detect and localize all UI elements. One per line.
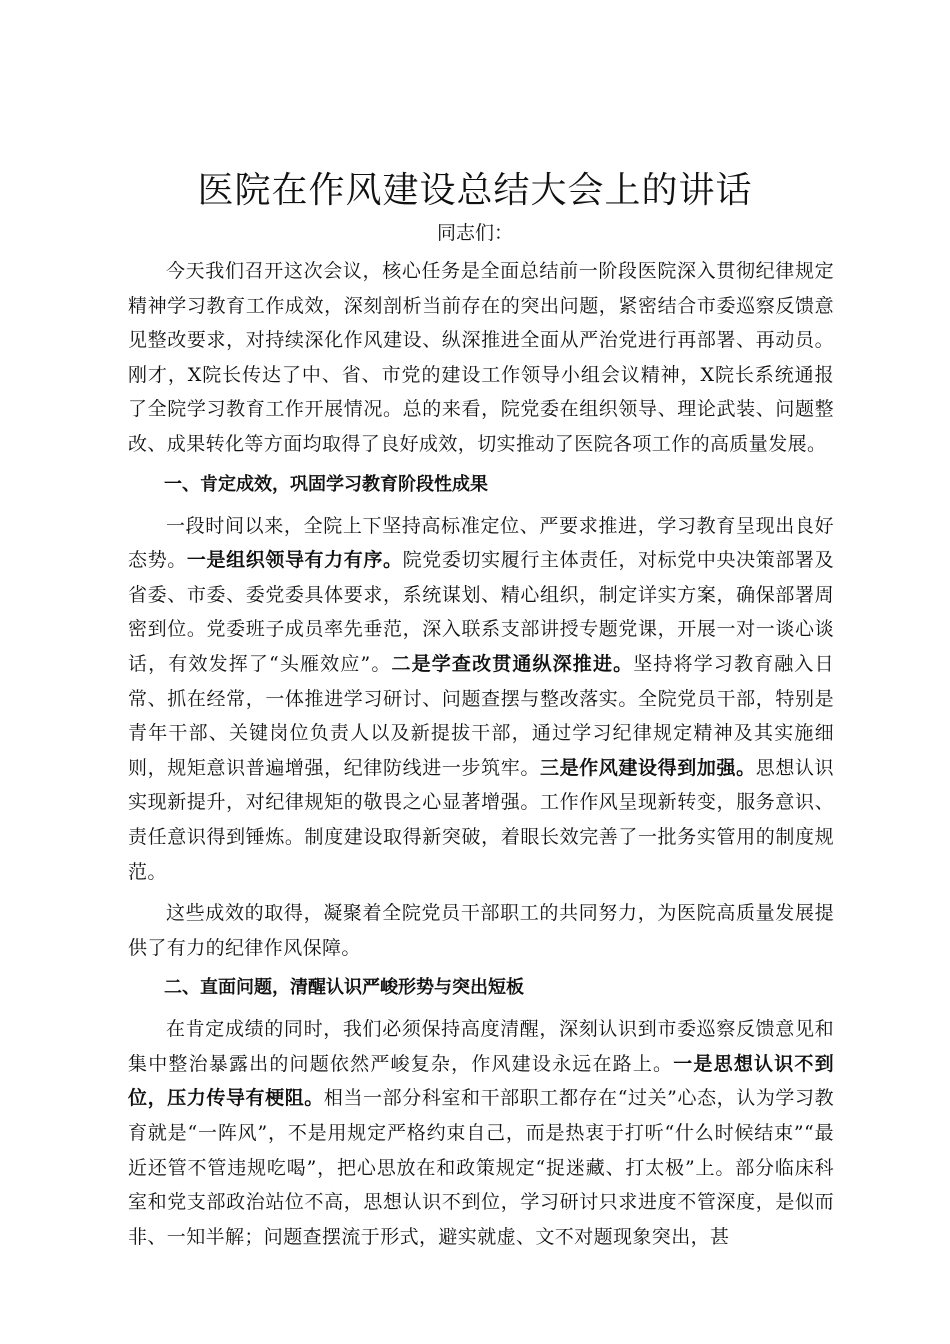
bold-point-1: 一是组织领导有力有序。 (186, 549, 403, 572)
bold-point-1: 一是思想认识不到位，压力传导有梗阻。 (128, 1052, 834, 1110)
greeting: 同志们： (436, 222, 513, 244)
bold-point-2: 二是学查改贯通纵深推进。 (391, 652, 634, 675)
section-1-heading: 一、肯定成效，巩固学习教育阶段性成果 (164, 473, 488, 495)
intro-paragraph: 今天我们召开这次会议，核心任务是全面总结前一阶段医院深入贯彻纪律规定精神学习教育工作成效，深刻剖析当前存在的突出问题，紧密结合市委巡察反馈意见整改要求，对持续深化作风建设、纵深推进全面从严治党进行再部署、再动员。刚才，X院长传达了中、省、市党的建设工作领导小组会议精神，X院长系统通报了全院学习教育工作开展情况。总的来看，院党委在组织领导、理论武装、问题整改、成果转化等方面均取得了良好成效，切实推动了医院各项工作的高质量发展。 (128, 260, 834, 455)
text-run: 在肯定成绩的同时，我们必须保持高度清醒，深刻认识到市委巡察反馈意见和集中整治暴露出的问题依然严峻复杂，作风建设永远在路上。 (128, 1018, 834, 1075)
document-title: 医院在作风建设总结大会上的讲话 (197, 170, 753, 211)
text-run: 相当一部分科室和干部职工都存在“过关”心态，认为学习教育就是“一阵风”，不是用规定严格约束自己，而是热衷于打听“什么时候结束”“最近还管不管违规吃喝”，把心思放在和政策规定“捉迷藏、打太极”上。部分临床科室和党支部政治站位不高，思想认识不到位，学习研讨只求进度不管深度，是似而非、一知半解；问题查摆流于形式，避实就虚、文不对题现象突出，甚 (128, 1087, 834, 1248)
section-2-paragraph-1 (128, 1012, 834, 1254)
text-run: 思想认识实现新提升，对纪律规矩的敬畏之心显著增强。工作作风呈现新转变，服务意识、责任意识得到锤炼。制度建设取得新突破，着眼长效完善了一批务实管用的制度规范。 (128, 756, 835, 883)
section-2-heading: 二、直面问题，清醒认识严峻形势与突出短板 (164, 977, 524, 999)
section-1-paragraph-2: 这些成效的取得，凝聚着全院党员干部职工的共同努力，为医院高质量发展提供了有力的纪律作风保障。 (128, 902, 834, 959)
document-body (128, 254, 834, 1261)
section-1-paragraph-1 (128, 509, 834, 890)
text-run: 坚持将学习教育融入日常、抓在经常，一体推进学习研讨、问题查摆与整改落实。全院党员干部，特别是青年干部、关键岗位负责人以及新提拔干部，通过学习纪律规定精神及其实施细则，规矩意识普遍增强，纪律防线进一步筑牢。 (128, 652, 834, 779)
bold-point-3: 三是作风建设得到加强。 (539, 756, 756, 779)
text-run: 院党委切实履行主体责任，对标党中央决策部署及省委、市委、委党委具体要求，系统谋划、精心组织，制定详实方案，确保部署周密到位。党委班子成员率先垂范，深入联系支部讲授专题党课，开展一对一谈心谈话，有效发挥了“头雁效应”。 (128, 549, 835, 675)
text-run: 一段时间以来，全院上下坚持高标准定位、严要求推进，学习教育呈现出良好态势。 (128, 514, 834, 572)
